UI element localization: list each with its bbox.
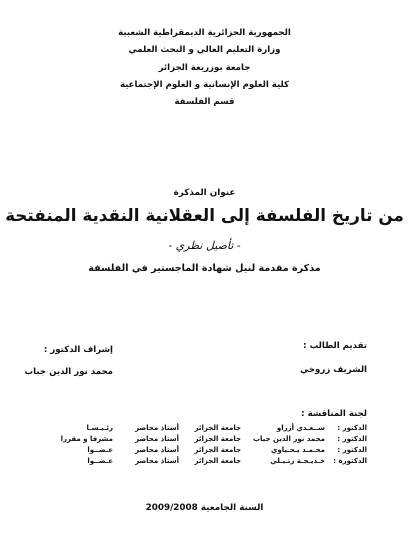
header-department: قسم الفلسفة [174,97,235,107]
member-rank: أستاذ محاضر [135,435,179,443]
student-name: الشريف زروخي [300,365,367,375]
member-university: جامعة الجزائر [194,435,241,443]
supervisor-name: محمد نور الدين جباب [24,367,113,377]
committee-table [31,423,367,467]
member-role: رئـيـسـا [86,424,113,432]
thesis-subtitle: - تأصيل نظري - [168,239,241,252]
member-role: مشرفا و مقررا [60,435,113,443]
member-role: عـضــوا [87,446,113,454]
supervisor-label: إشراف الدكتور : [43,345,113,355]
committee-label: لجنة المناقشة : [301,409,367,419]
member-rank: أستاذ محاضر [135,446,179,454]
member-university: جامعة الجزائر [194,457,241,465]
member-rank: أستاذ محاضر [135,424,179,432]
member-name: محـمـد يـحـياوي [270,446,325,454]
member-title: الدكتور : [337,446,367,454]
student-label: تقديم الطالب : [303,341,367,351]
member-name: محمد نور الدين جباب [252,435,325,443]
member-rank: أستاذ محاضر [135,457,179,465]
member-name: خـديـجـة زتـيـلي [270,457,325,465]
header-republic: الجمهورية الجزائرية الديمقراطية الشعبية [118,28,291,38]
degree-statement: مذكرة مقدمة لنيل شهادة الماجستير في الفلسفة [88,263,321,274]
memo-title-label: عنوان المذكرة [173,188,236,198]
member-role: عـضــوا [87,457,113,465]
member-name: ســعـدي أزراو [276,424,325,432]
committee-row [31,456,367,467]
member-university: جامعة الجزائر [194,446,241,454]
header-ministry: وزارة التعليم العالي و البحث العلمي [128,45,281,55]
member-title: الدكتور : [337,424,367,432]
member-title: الدكتور : [337,435,367,443]
header-faculty: كلية العلوم الإنسانية و العلوم الإجتماعية [119,80,290,90]
committee-row [31,423,367,434]
academic-year: السنة الجامعية 2009/2008 [145,503,264,513]
member-university: جامعة الجزائر [194,424,241,432]
committee-row [31,445,367,456]
header-university: جامعة بوزريعة الجزائر [158,63,251,73]
member-title: الدكتورة : [333,457,367,465]
committee-row [31,434,367,445]
thesis-title: من تاريخ الفلسفة إلى العقلانية النقدية المنفتحة [5,205,404,225]
